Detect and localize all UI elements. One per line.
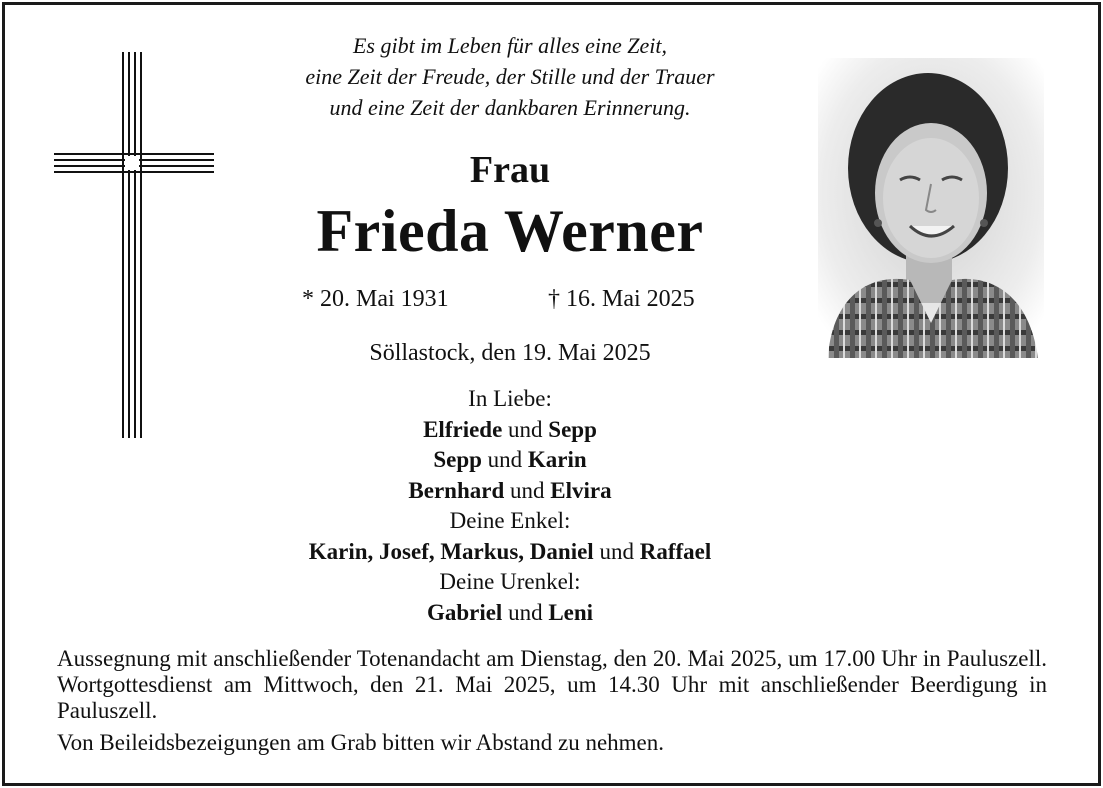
- grandchildren-names: [200, 537, 820, 568]
- great-grandchildren-label: Deine Urenkel:: [439, 569, 581, 594]
- quote-line-2: eine Zeit der Freude, der Stille und der Trauer: [305, 64, 715, 89]
- mourner-name: Leni: [548, 599, 594, 625]
- mourner-name: Elfriede: [423, 416, 503, 442]
- mourner-name: Bernhard: [408, 477, 505, 503]
- death-date: † 16. Mai 2025: [548, 286, 695, 312]
- mourner-couple: [200, 445, 820, 476]
- mourner-name: Gabriel: [426, 599, 503, 625]
- great-grandchildren-names: [200, 598, 820, 629]
- conjunction: und: [508, 599, 543, 625]
- deceased-name: Frieda Werner: [316, 198, 704, 264]
- portrait-photo: [818, 58, 1044, 358]
- mourner-couple: [200, 415, 820, 446]
- condolence-note: Von Beileidsbezeigungen am Grab bitten wir Abstand zu nehmen.: [57, 730, 665, 755]
- conjunction: und: [599, 538, 634, 564]
- quote-line-1: Es gibt im Leben für alles eine Zeit,: [352, 33, 668, 58]
- mourners-intro: In Liebe:: [468, 386, 552, 411]
- mourner-name: Karin, Josef, Markus, Daniel: [308, 538, 594, 564]
- grandchildren-label: Deine Enkel:: [449, 508, 571, 533]
- salutation: Frau: [469, 149, 551, 191]
- opening-quote: [220, 30, 800, 123]
- funeral-service-info: [57, 646, 1047, 756]
- mourners-list: [200, 384, 820, 628]
- birth-date: * 20. Mai 1931: [302, 286, 449, 312]
- conjunction: und: [510, 477, 545, 503]
- quote-line-3: und eine Zeit der dankbaren Erinnerung.: [329, 95, 691, 120]
- mourner-name: Elvira: [550, 477, 612, 503]
- place-and-date: Söllastock, den 19. Mai 2025: [369, 340, 651, 366]
- mourner-couple: [200, 476, 820, 507]
- mourner-name: Raffael: [639, 538, 712, 564]
- mourner-name: Sepp: [433, 447, 482, 472]
- conjunction: und: [508, 416, 543, 442]
- cross-icon: [48, 50, 218, 442]
- mourner-name: Karin: [527, 447, 587, 472]
- mourner-name: Sepp: [548, 416, 597, 442]
- service-details: Aussegnung mit anschließender Totenandacht am Dienstag, den 20. Mai 2025, um 17.00 Uhr in Pauluszell. Wortgottesdienst am Mittwoch, den 21. Mai 2025, um 14.30 Uhr mit anschließender Beerdigung in Pauluszell.: [57, 646, 1047, 723]
- conjunction: und: [487, 447, 523, 472]
